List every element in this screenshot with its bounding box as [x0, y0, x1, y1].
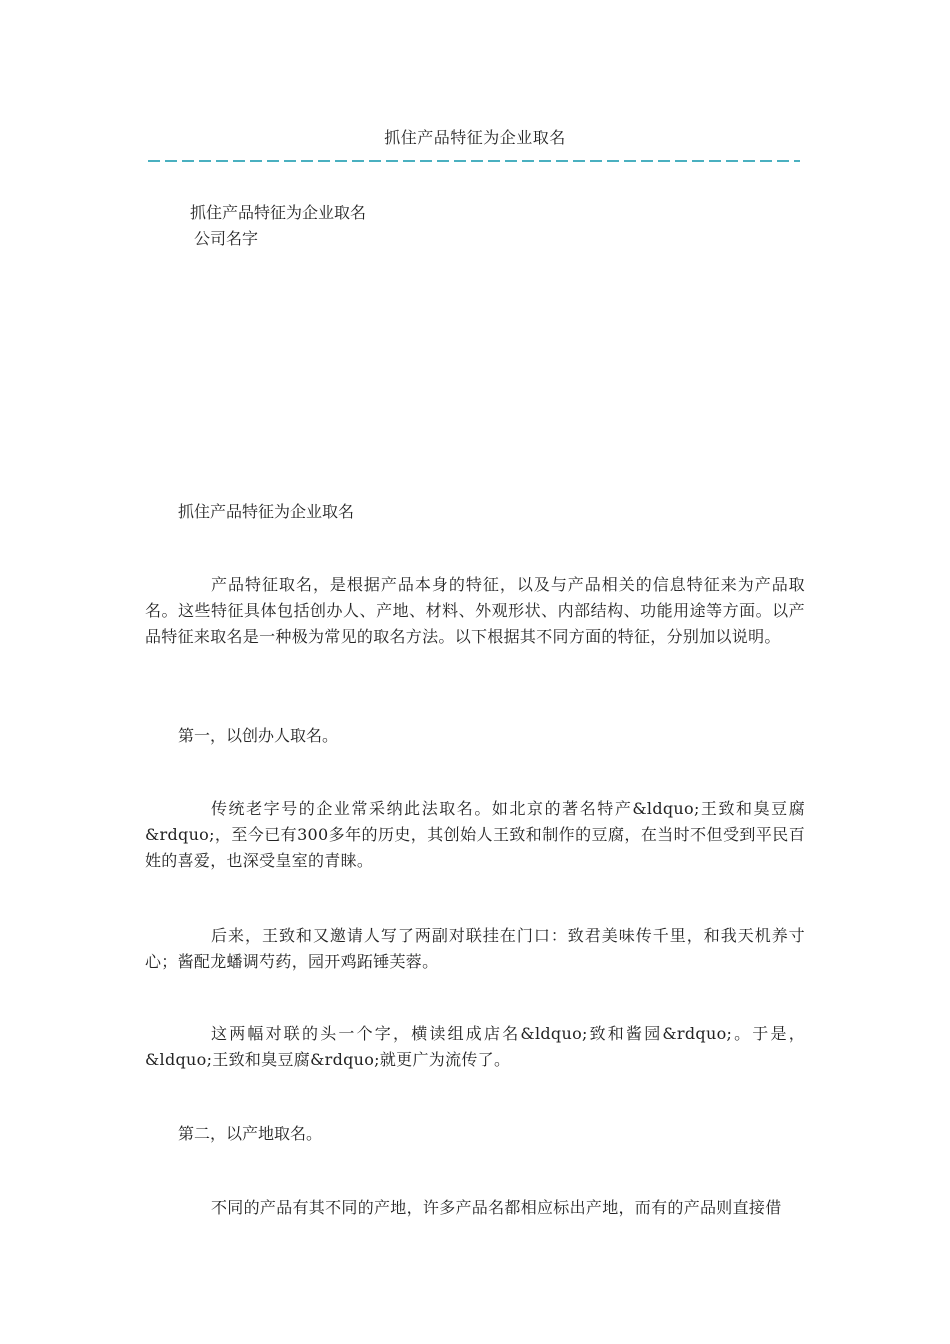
intro-paragraph: 产品特征取名，是根据产品本身的特征，以及与产品相关的信息特征来为产品取名。这些特征具体包括创办人、产地、材料、外观形状、内部结构、功能用途等方面。以产品特征来取名是一种极为常见的取名方法。以下根据其不同方面的特征，分别加以说明。 — [145, 575, 805, 646]
page-header-title: 抓住产品特征为企业取名 — [384, 128, 566, 147]
document-title-line: 抓住产品特征为企业取名 — [190, 203, 367, 222]
section-1-paragraph-1: 传统老字号的企业常采纳此法取名。如北京的著名特产&ldquo;王致和臭豆腐&rdquo;，至今已有300多年的历史，其创始人王致和制作的豆腐，在当时不但受到平民百姓的喜爱，也深受皇室的青睐。 — [145, 799, 805, 870]
section-2-title: 第二，以产地取名。 — [178, 1124, 323, 1143]
article-heading: 抓住产品特征为企业取名 — [178, 502, 355, 521]
section-2-paragraph-1: 不同的产品有其不同的产地，许多产品名都相应标出产地，而有的产品则直接借 — [211, 1198, 782, 1217]
header-divider — [148, 160, 800, 162]
section-1-paragraph-3: 这两幅对联的头一个字，横读组成店名&ldquo;致和酱园&rdquo;。于是，&ldquo;王致和臭豆腐&rdquo;就更广为流传了。 — [145, 1024, 805, 1069]
section-1-title: 第一，以创办人取名。 — [178, 726, 339, 745]
section-1-paragraph-2: 后来，王致和又邀请人写了两副对联挂在门口：致君美味传千里，和我天机养寸心；酱配龙蟠调芍药，园开鸡跖锤芙蓉。 — [145, 926, 805, 971]
document-category-line: 公司名字 — [194, 229, 259, 248]
